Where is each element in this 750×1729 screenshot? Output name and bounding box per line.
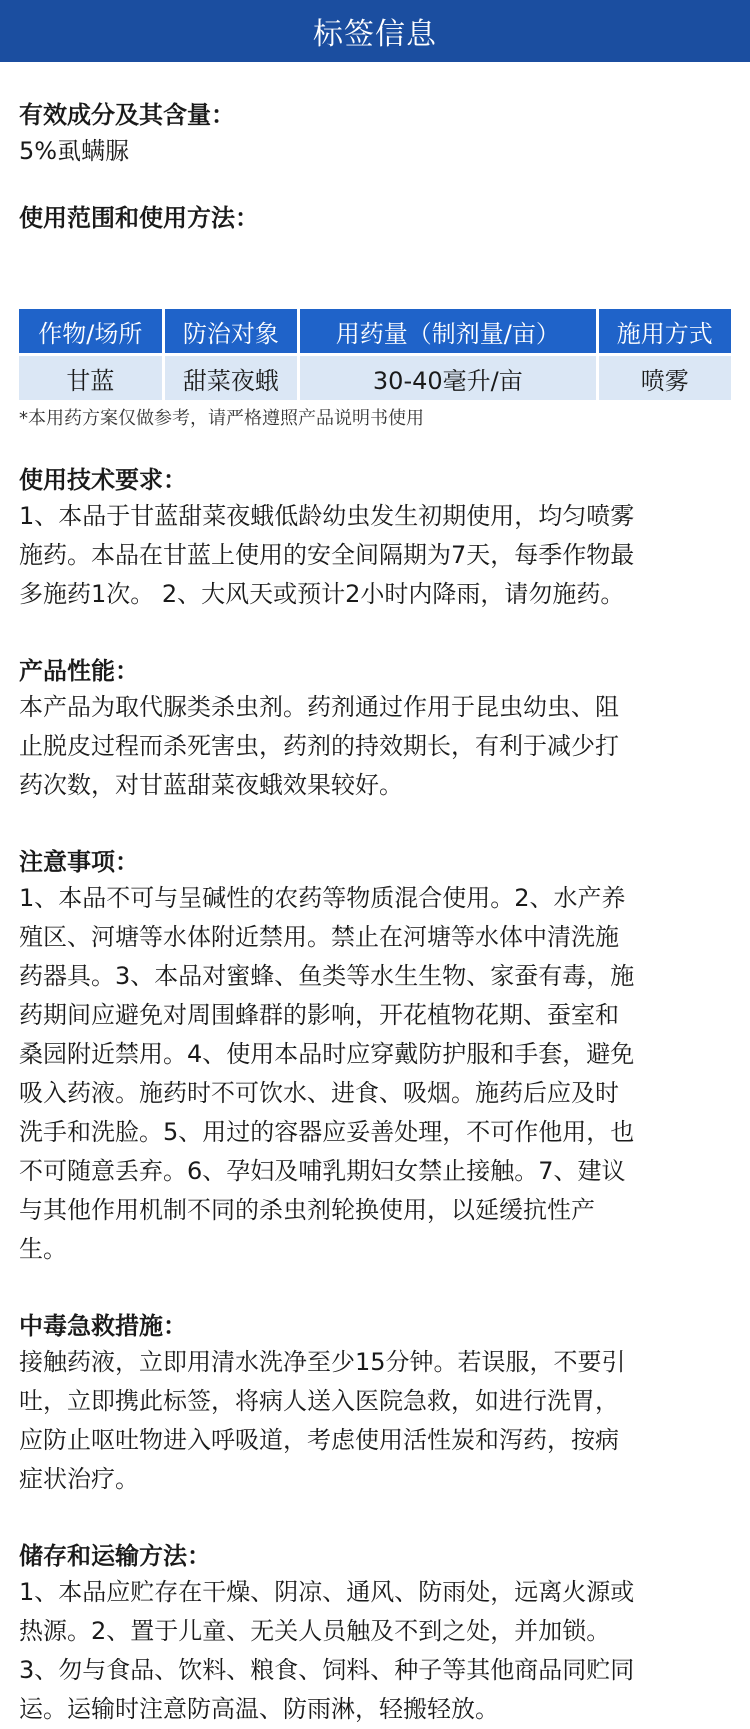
text-line: 药期间应避免对周围蜂群的影响，开花植物花期、蚕室和 xyxy=(19,1001,619,1029)
text-line: 吐，立即携此标签，将病人送入医院急救，如进行洗胃， xyxy=(19,1387,619,1415)
ingredient-text: 5%虱螨脲 xyxy=(19,137,130,165)
dosage-table-header xyxy=(19,309,731,353)
col-method: 施用方式 xyxy=(599,309,731,353)
text-line: 药器具。3、本品对蜜蜂、鱼类等水生生物、家蚕有毒，施 xyxy=(19,962,635,990)
technique-title: 使用技术要求： xyxy=(19,466,187,494)
text-line: 运。运输时注意防高温、防雨淋，轻搬轻放。 xyxy=(19,1695,499,1723)
performance-title: 产品性能： xyxy=(19,657,139,685)
label-content xyxy=(0,98,750,1729)
text-line: 不可随意丢弃。6、孕妇及哺乳期妇女禁止接触。7、建议 xyxy=(19,1157,626,1185)
cell-dosage: 30-40毫升/亩 xyxy=(300,356,595,400)
cell-crop: 甘蓝 xyxy=(19,356,162,400)
text-line: 症状治疗。 xyxy=(19,1465,139,1493)
col-dosage: 用药量（制剂量/亩） xyxy=(300,309,595,353)
text-line: 热源。2、置于儿童、无关人员触及不到之处，并加锁。 xyxy=(19,1617,611,1645)
precautions-text xyxy=(19,879,731,1269)
text-line: 施药。本品在甘蓝上使用的安全间隔期为7天，每季作物最 xyxy=(19,541,635,569)
page-title: 标签信息 xyxy=(313,17,437,52)
precautions-title: 注意事项： xyxy=(19,848,139,876)
text-line: 接触药液，立即用清水洗净至少15分钟。若误服，不要引 xyxy=(19,1348,626,1376)
col-target: 防治对象 xyxy=(165,309,297,353)
col-crop: 作物/场所 xyxy=(19,309,162,353)
storage-text xyxy=(19,1573,731,1729)
text-line: 3、勿与食品、饮料、粮食、饲料、种子等其他商品同贮同 xyxy=(19,1656,635,1684)
text-line: 吸入药液。施药时不可饮水、进食、吸烟。施药后应及时 xyxy=(19,1079,619,1107)
text-line: 生。 xyxy=(19,1235,67,1263)
text-line: 桑园附近禁用。4、使用本品时应穿戴防护服和手套，避免 xyxy=(19,1040,635,1068)
cell-target: 甜菜夜蛾 xyxy=(165,356,297,400)
text-line: 止脱皮过程而杀死害虫，药剂的持效期长，有利于减少打 xyxy=(19,732,619,760)
performance-text xyxy=(19,688,731,805)
text-line: 洗手和洗脸。5、用过的容器应妥善处理，不可作他用，也 xyxy=(19,1118,635,1146)
text-line: 多施药1次。 2、大风天或预计2小时内降雨，请勿施药。 xyxy=(19,580,625,608)
text-line: 药次数，对甘蓝甜菜夜蛾效果较好。 xyxy=(19,771,403,799)
first-aid-title: 中毒急救措施： xyxy=(19,1312,187,1340)
ingredient-title: 有效成分及其含量： xyxy=(19,101,235,129)
dosage-table xyxy=(16,306,734,403)
text-line: 1、本品不可与呈碱性的农药等物质混合使用。2、水产养 xyxy=(19,884,626,912)
storage-title: 储存和运输方法： xyxy=(19,1542,211,1570)
usage-title: 使用范围和使用方法： xyxy=(19,204,259,232)
text-line: 本产品为取代脲类杀虫剂。药剂通过作用于昆虫幼虫、阻 xyxy=(19,693,619,721)
usage-note: *本用药方案仅做参考，请严格遵照产品说明书使用 xyxy=(19,408,424,429)
header-bar xyxy=(0,0,750,62)
text-line: 1、本品于甘蓝甜菜夜蛾低龄幼虫发生初期使用，均匀喷雾 xyxy=(19,502,635,530)
table-row xyxy=(19,356,731,400)
text-line: 殖区、河塘等水体附近禁用。禁止在河塘等水体中清洗施 xyxy=(19,923,619,951)
text-line: 与其他作用机制不同的杀虫剂轮换使用，以延缓抗性产 xyxy=(19,1196,595,1224)
text-line: 应防止呕吐物进入呼吸道，考虑使用活性炭和泻药，按病 xyxy=(19,1426,619,1454)
text-line: 1、本品应贮存在干燥、阴凉、通风、防雨处，远离火源或 xyxy=(19,1578,635,1606)
technique-text xyxy=(19,497,731,614)
first-aid-text xyxy=(19,1343,731,1499)
cell-method: 喷雾 xyxy=(599,356,731,400)
